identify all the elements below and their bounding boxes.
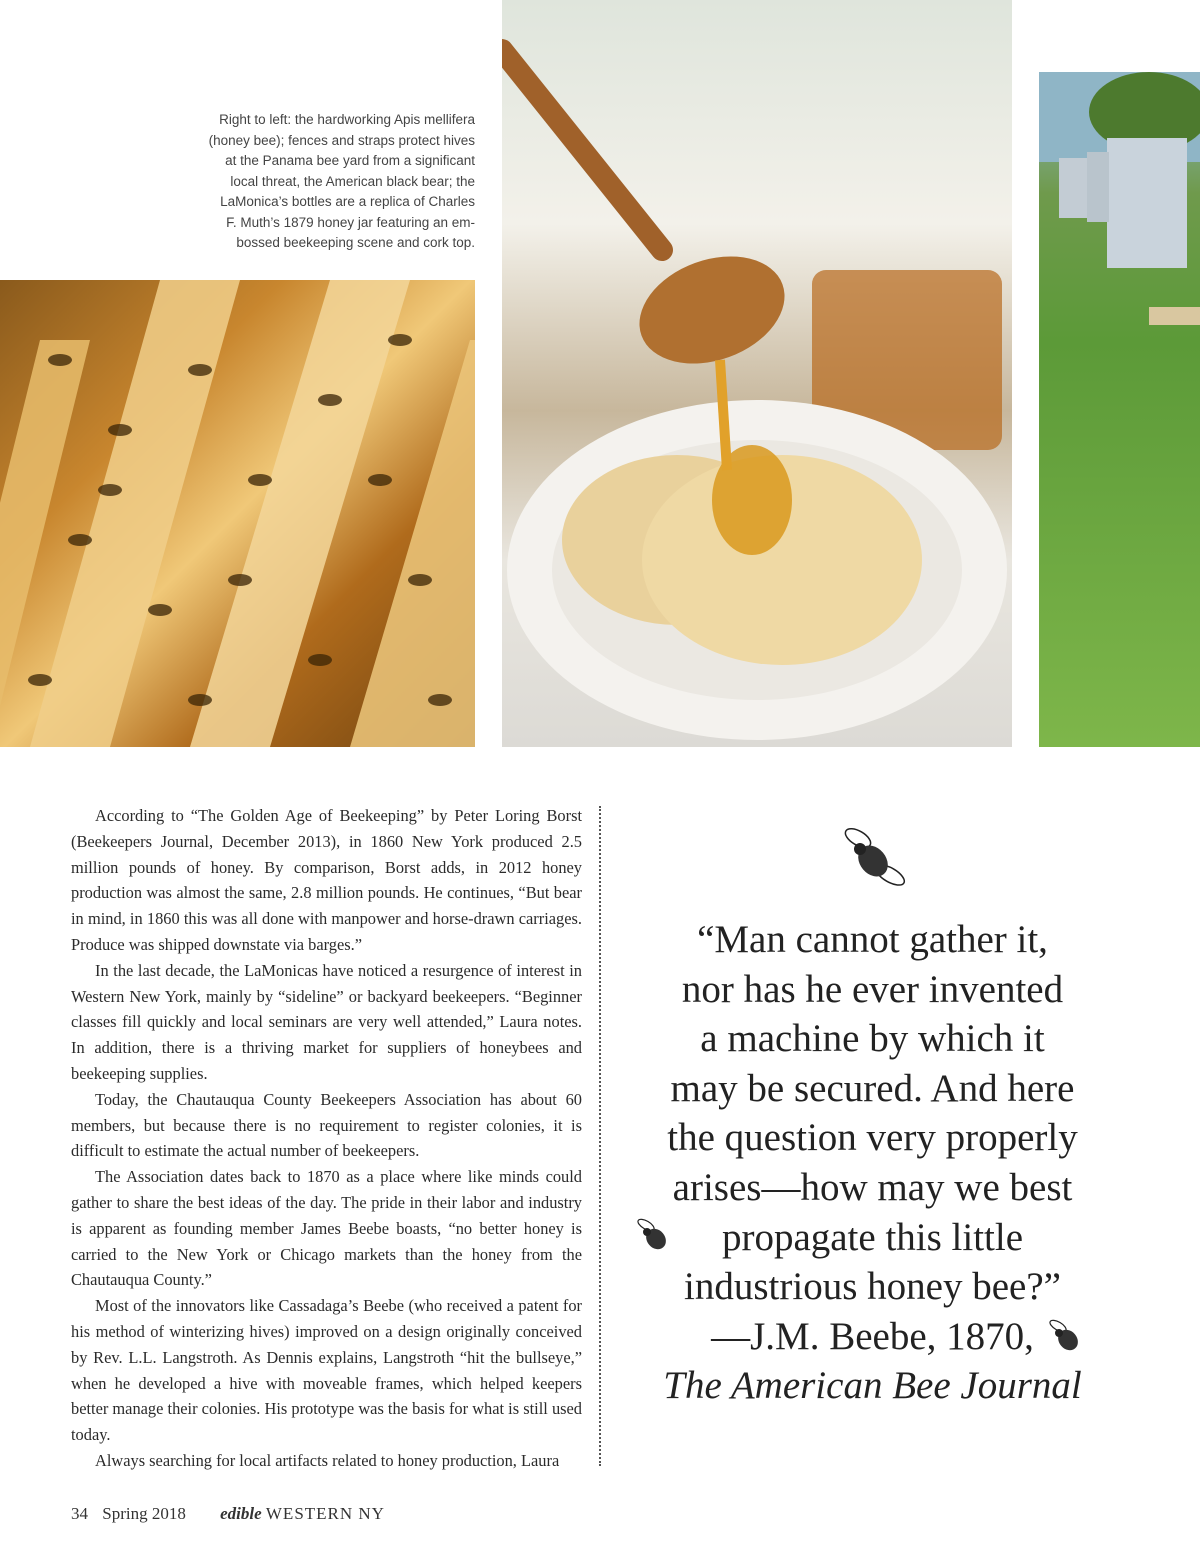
page-footer — [71, 1504, 385, 1524]
photo-bee-yard — [1039, 72, 1200, 747]
quote-line: may be secured. And here — [670, 1066, 1075, 1110]
quote-line: propagate this little — [721, 1215, 1024, 1259]
caption-line: Right to left: the hardworking Apis mellifera — [219, 112, 475, 127]
body-paragraph: The Association dates back to 1870 as a place where like minds could gather to share the best ideas of the day. The pride in their labor and industry is apparent as founding member James Beebe boasts, “no better honey is carried to the New York or Chicago markets than the honey from the Chautauqua County.” — [71, 1167, 582, 1290]
caption-line: (honey bee); fences and straps protect hives — [208, 132, 475, 148]
body-paragraph: According to “The Golden Age of Beekeeping” by Peter Loring Borst (Beekeepers Journal, December 2013), in 1860 New York produced 2.5 million pounds of honey. By comparison, Borst adds, in 2012 honey production was almost the same, 2.8 million pounds. He continues, “But bear in mind, in 1860 this was all done with manpower and horse-drawn carriages. Produce was shipped downstate via barges.” — [71, 806, 582, 954]
caption-line: local threat, the American black bear; the — [230, 173, 475, 189]
publication-name-prefix: edible — [220, 1504, 262, 1523]
pull-quote — [630, 915, 1115, 1411]
caption-line: LaMonica’s bottles are a replica of Charles — [220, 194, 475, 209]
honey-dipper-illustration — [502, 0, 1012, 747]
photo-caption — [180, 110, 475, 254]
body-paragraph: Always searching for local artifacts related to honey production, Laura — [95, 1450, 560, 1470]
bee-yard-illustration — [1039, 72, 1200, 747]
body-paragraph: Most of the innovators like Cassadaga’s Beebe (who received a patent for his method of winterizing hives) improved on a design originally conceived by Rev. L.L. Langstroth. As Dennis explains, Langstroth “hit the bullseye,” when he developed a hive with moveable frames, which helped keepers better manage their colonies. His prototype was the basis for what is still used today. — [71, 1296, 582, 1445]
photo-honey-dipper — [502, 0, 1012, 747]
quote-attribution: —J.M. Beebe, 1870, — [711, 1314, 1034, 1358]
caption-line: bossed beekeeping scene and cork top. — [236, 235, 475, 250]
quote-line: a machine by which it — [700, 1017, 1045, 1061]
quote-line: industrious honey bee?” — [684, 1265, 1061, 1309]
publication-name: WESTERN NY — [265, 1504, 385, 1523]
body-paragraph: Today, the Chautauqua County Beekeepers Association has about 60 members, but because there is no requirement to register colonies, it is difficult to estimate the actual number of beekeepers. — [71, 1089, 582, 1161]
photo-bees-on-frames — [0, 280, 475, 747]
bee-icon — [838, 823, 908, 893]
quote-source: The American Bee Journal — [663, 1364, 1082, 1408]
quote-line: arises—how may we best — [672, 1165, 1073, 1209]
quote-line: the question very properly — [667, 1116, 1078, 1160]
body-paragraph: In the last decade, the LaMonicas have noticed a resurgence of interest in Western New York, mainly by “sideline” or backyard beekeepers. “Beginner classes fill quickly and local seminars are very well attended,” Laura notes. In addition, there is a thriving market for suppliers of honeybees and beekeeping supplies. — [71, 960, 582, 1083]
page-number: 34 — [71, 1504, 88, 1523]
quote-line: “Man cannot gather it, — [697, 918, 1048, 961]
caption-line: at the Panama bee yard from a significant — [225, 153, 475, 168]
caption-line: F. Muth’s 1879 honey jar featuring an em- — [226, 214, 475, 230]
article-body — [71, 803, 582, 1474]
issue-season: Spring 2018 — [102, 1504, 186, 1523]
quote-line: nor has he ever invented — [681, 967, 1064, 1011]
bees-frames-illustration — [0, 280, 475, 747]
column-divider — [599, 806, 601, 1466]
